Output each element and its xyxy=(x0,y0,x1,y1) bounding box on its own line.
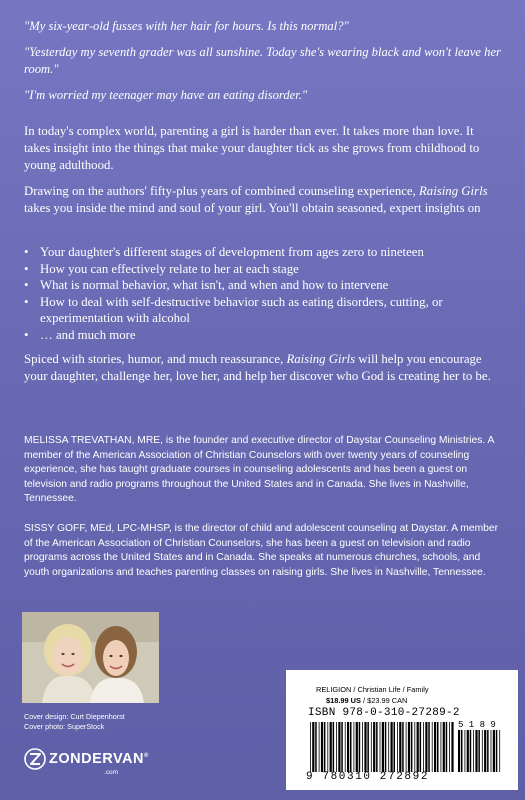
price-addon-number: 5 1 8 9 xyxy=(458,720,496,730)
book-title-italic: Raising Girls xyxy=(286,352,356,366)
author-photo xyxy=(22,612,159,703)
intro-paragraph: In today's complex world, parenting a girl is harder than ever. It takes more than love. It takes insight into the things that make your daughter tick as she grows from childhood to young adulthood. xyxy=(24,124,480,172)
price-us: $18.99 US xyxy=(326,696,361,705)
drawing-text-after: takes you inside the mind and soul of your girl. You'll obtain seasoned, expert insights on xyxy=(24,201,481,215)
price-can: / $23.99 CAN xyxy=(360,696,408,705)
publisher-name xyxy=(49,751,149,767)
closing-text-after: will help you encourage your daughter, challenge her, love her, and help her discover who God is creating her to be. xyxy=(24,352,491,383)
quote-3: "I'm worried my teenager may have an eating disorder." xyxy=(24,88,308,102)
bisac-category: RELIGION / Christian Life / Family xyxy=(316,685,429,694)
author-bio-goff: SISSY GOFF, MEd, LPC-MHSP, is the director of child and adolescent counseling at Daystar. A member of the American Association of Christian Counselors, she has been a guest on television and radio programs across the United States and in Canada. She speaks at numerous churches, schools, and youth organizations and teaches parenting classes on raising girls. She lives in Nashville, Tennessee. xyxy=(24,523,499,578)
drawing-text-before: Drawing on the authors' fifty-plus years of combined counseling experience, xyxy=(24,184,419,198)
publisher-name-text: ZONDERVAN xyxy=(49,751,144,767)
publisher-domain: .com xyxy=(104,769,119,776)
cover-credits xyxy=(24,712,125,731)
cover-design-credit: Cover design: Curt Diepenhorst xyxy=(24,712,125,721)
insights-list xyxy=(24,244,502,343)
closing-text-before: Spiced with stories, humor, and much reassurance, xyxy=(24,352,287,366)
book-title-italic: Raising Girls xyxy=(418,184,488,198)
drawing-paragraph xyxy=(24,183,502,217)
list-item: • What is normal behavior, what isn't, and when and how to intervene xyxy=(24,277,502,294)
list-item: • … and much more xyxy=(24,327,502,344)
barcode-panel xyxy=(286,670,518,790)
quote-2: "Yesterday my seventh grader was all sunshine. Today she's wearing black and won't leave her room." xyxy=(24,45,501,76)
ean-number: 9 780310 272892 xyxy=(306,771,430,783)
price xyxy=(326,696,407,705)
author-photo-illustration xyxy=(22,612,159,703)
reader-quotes xyxy=(24,18,504,113)
isbn-barcode xyxy=(308,722,456,772)
registered-mark: ® xyxy=(144,753,149,760)
closing-paragraph xyxy=(24,351,502,385)
list-item: • How you can effectively relate to her at each stage xyxy=(24,261,502,278)
quote-1: "My six-year-old fusses with her hair for hours. Is this normal?" xyxy=(24,19,349,33)
author-bio-trevathan: MELISSA TREVATHAN, MRE, is the founder and executive director of Daystar Counseling Ministries. A member of the American Association of Christian Counselors with over twenty years of counseling experience, she has taught graduate courses in counseling adolescents and has been a guest on television and radio programs throughout the United States and in Canada. She lives in Nashville, Tennessee. xyxy=(24,435,494,505)
cover-photo-credit: Cover photo: SuperStock xyxy=(24,721,105,731)
publisher-logo xyxy=(24,748,149,778)
isbn: ISBN 978-0-310-27289-2 xyxy=(308,707,460,719)
zondervan-z-icon xyxy=(24,748,46,770)
list-item: • How to deal with self-destructive behavior such as eating disorders, cutting, or experimentation with alcohol xyxy=(24,294,502,327)
list-item: • Your daughter's different stages of development from ages zero to nineteen xyxy=(24,244,502,261)
price-addon-barcode xyxy=(456,730,502,772)
